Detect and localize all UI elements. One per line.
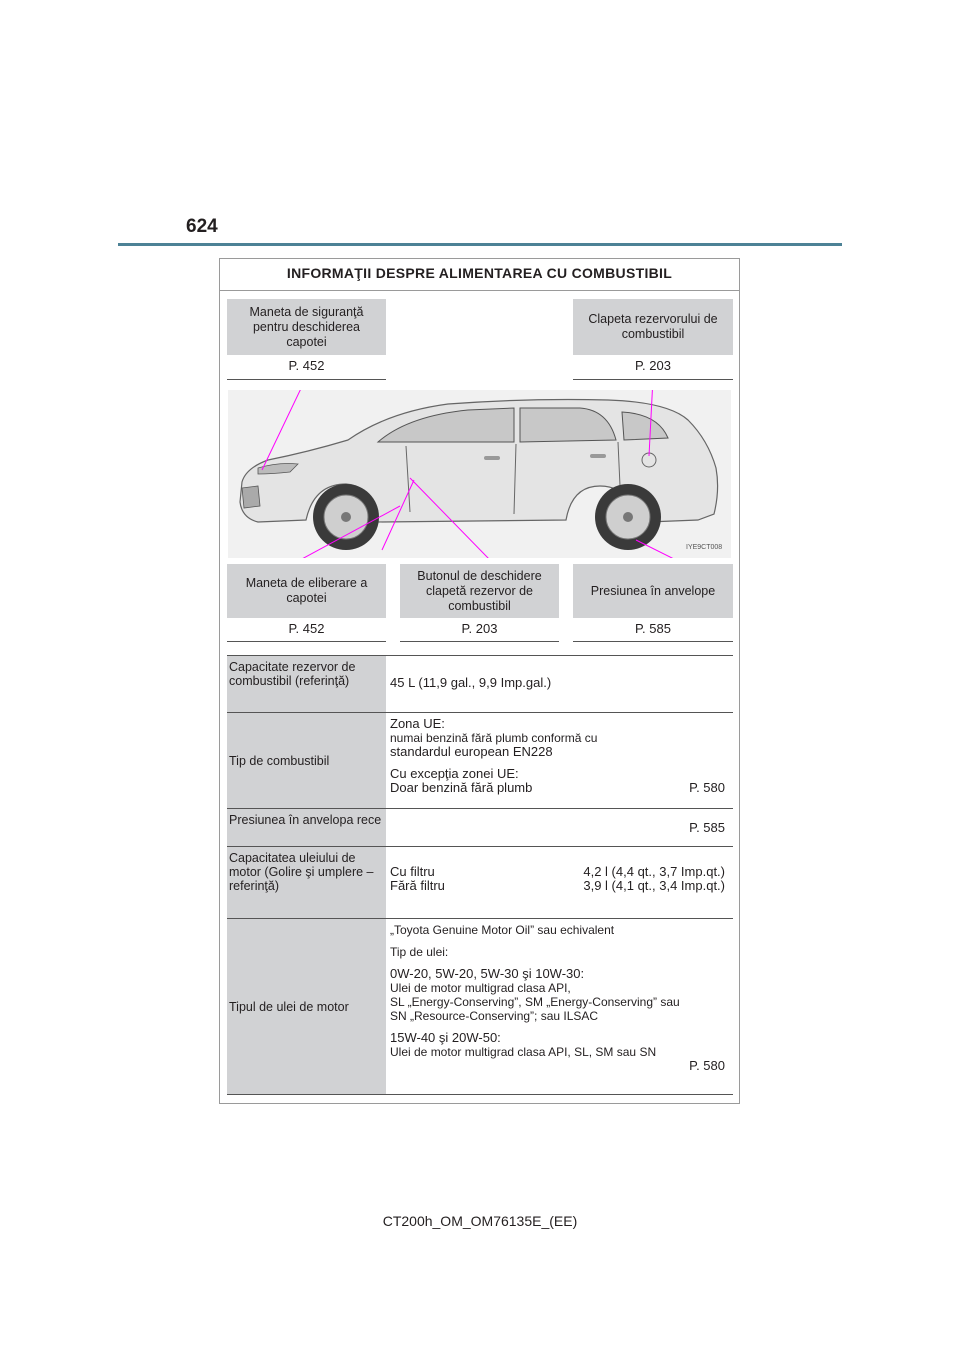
fuel-door-button-callout: Butonul de deschidere clapetă rezervor de combustibil — [400, 564, 559, 618]
fuel-other-text: Doar benzină fără plumb — [390, 780, 533, 795]
ref-underline — [573, 379, 733, 380]
spec-label-oil-type: Tipul de ulei de motor — [227, 919, 386, 1095]
oil-with-filter-value: 4,2 l (4,4 qt., 3,7 Imp.qt.) — [583, 864, 725, 879]
fuel-door-callout: Clapeta rezervorului de combustibil — [573, 299, 733, 355]
oil-grade1-text1: Ulei de motor multigrad clasa API, — [390, 981, 571, 995]
spec-value-tank: 45 L (11,9 gal., 9,9 Imp.gal.) — [390, 675, 552, 690]
oil-grade2: 15W-40 şi 20W-50: — [390, 1030, 501, 1045]
table-row — [227, 847, 733, 919]
ref-underline — [573, 641, 733, 642]
spec-label-fuel: Tip de combustibil — [227, 713, 386, 809]
tire-pressure-callout: Presiunea în anvelope — [573, 564, 733, 618]
oil-grade1-text2: SL „Energy-Conserving”, SM „Energy-Conserving” sau — [390, 995, 680, 1009]
oil-grade1: 0W-20, 5W-20, 5W-30 şi 10W-30: — [390, 966, 585, 981]
tire-pressure-ref[interactable]: P. 585 — [635, 621, 671, 636]
spec-value-fuel — [386, 713, 733, 809]
footer-code: CT200h_OM_OM76135E_(EE) — [382, 1213, 578, 1229]
table-row — [227, 919, 733, 1095]
ref-underline — [227, 379, 386, 380]
oil-type-ref[interactable]: P. 580 — [689, 1058, 725, 1073]
page-number: 624 — [186, 216, 218, 237]
spec-value-oil-capacity — [386, 847, 733, 919]
title-divider — [219, 290, 740, 291]
fuel-door-button-ref[interactable]: P. 203 — [461, 621, 498, 636]
spec-value-oil-type — [386, 919, 733, 1095]
table-row — [227, 713, 733, 809]
hood-release-ref[interactable]: P. 452 — [288, 621, 325, 636]
car-illustration — [228, 390, 731, 558]
oil-grade2-text: Ulei de motor multigrad clasa API, SL, SM sau SN — [390, 1045, 657, 1059]
hood-release-callout: Maneta de eliberare a capotei — [227, 564, 386, 618]
oil-type-line2: Tip de ulei: — [390, 945, 449, 959]
hood-safety-lever-ref[interactable]: P. 452 — [288, 358, 325, 373]
table-row — [227, 809, 733, 847]
spec-label-tire: Presiunea în anvelopa rece — [227, 809, 386, 847]
oil-grade1-text3: SN „Resource-Conserving”; sau ILSAC — [390, 1009, 599, 1023]
oil-without-filter-value: 3,9 l (4,1 qt., 3,4 Imp.qt.) — [583, 878, 725, 893]
image-code: IYE9CT008 — [686, 544, 723, 551]
fuel-eu-std: standardul european EN228 — [390, 744, 553, 759]
ref-underline — [400, 641, 559, 642]
oil-without-filter: Fără filtru — [390, 878, 445, 893]
oil-with-filter: Cu filtru — [390, 864, 435, 879]
spec-label-oil-capacity: Capacitatea uleiului de motor (Golire şi umplere – referinţă) — [227, 847, 386, 919]
fuel-eu-text: numai benzină fără plumb conformă cu — [390, 731, 598, 745]
fuel-eu-head: Zona UE: — [390, 716, 445, 731]
oil-type-line1: „Toyota Genuine Motor Oil” sau echivalent — [390, 923, 615, 937]
tire-ref[interactable]: P. 585 — [689, 820, 725, 835]
table-row — [227, 656, 733, 713]
spec-table — [227, 655, 733, 1095]
page-title: INFORMAŢII DESPRE ALIMENTAREA CU COMBUSTIBIL — [286, 265, 673, 281]
header-rule — [118, 243, 842, 246]
fuel-door-ref[interactable]: P. 203 — [635, 358, 671, 373]
car-side-view-icon — [228, 390, 731, 558]
hood-safety-lever-callout: Maneta de siguranţă pentru deschiderea capotei — [227, 299, 386, 355]
ref-underline — [227, 641, 386, 642]
fuel-ref[interactable]: P. 580 — [689, 780, 725, 795]
spec-label-tank: Capacitate rezervor de combustibil (referinţă) — [227, 656, 386, 713]
fuel-other-head: Cu excepţia zonei UE: — [390, 766, 519, 781]
